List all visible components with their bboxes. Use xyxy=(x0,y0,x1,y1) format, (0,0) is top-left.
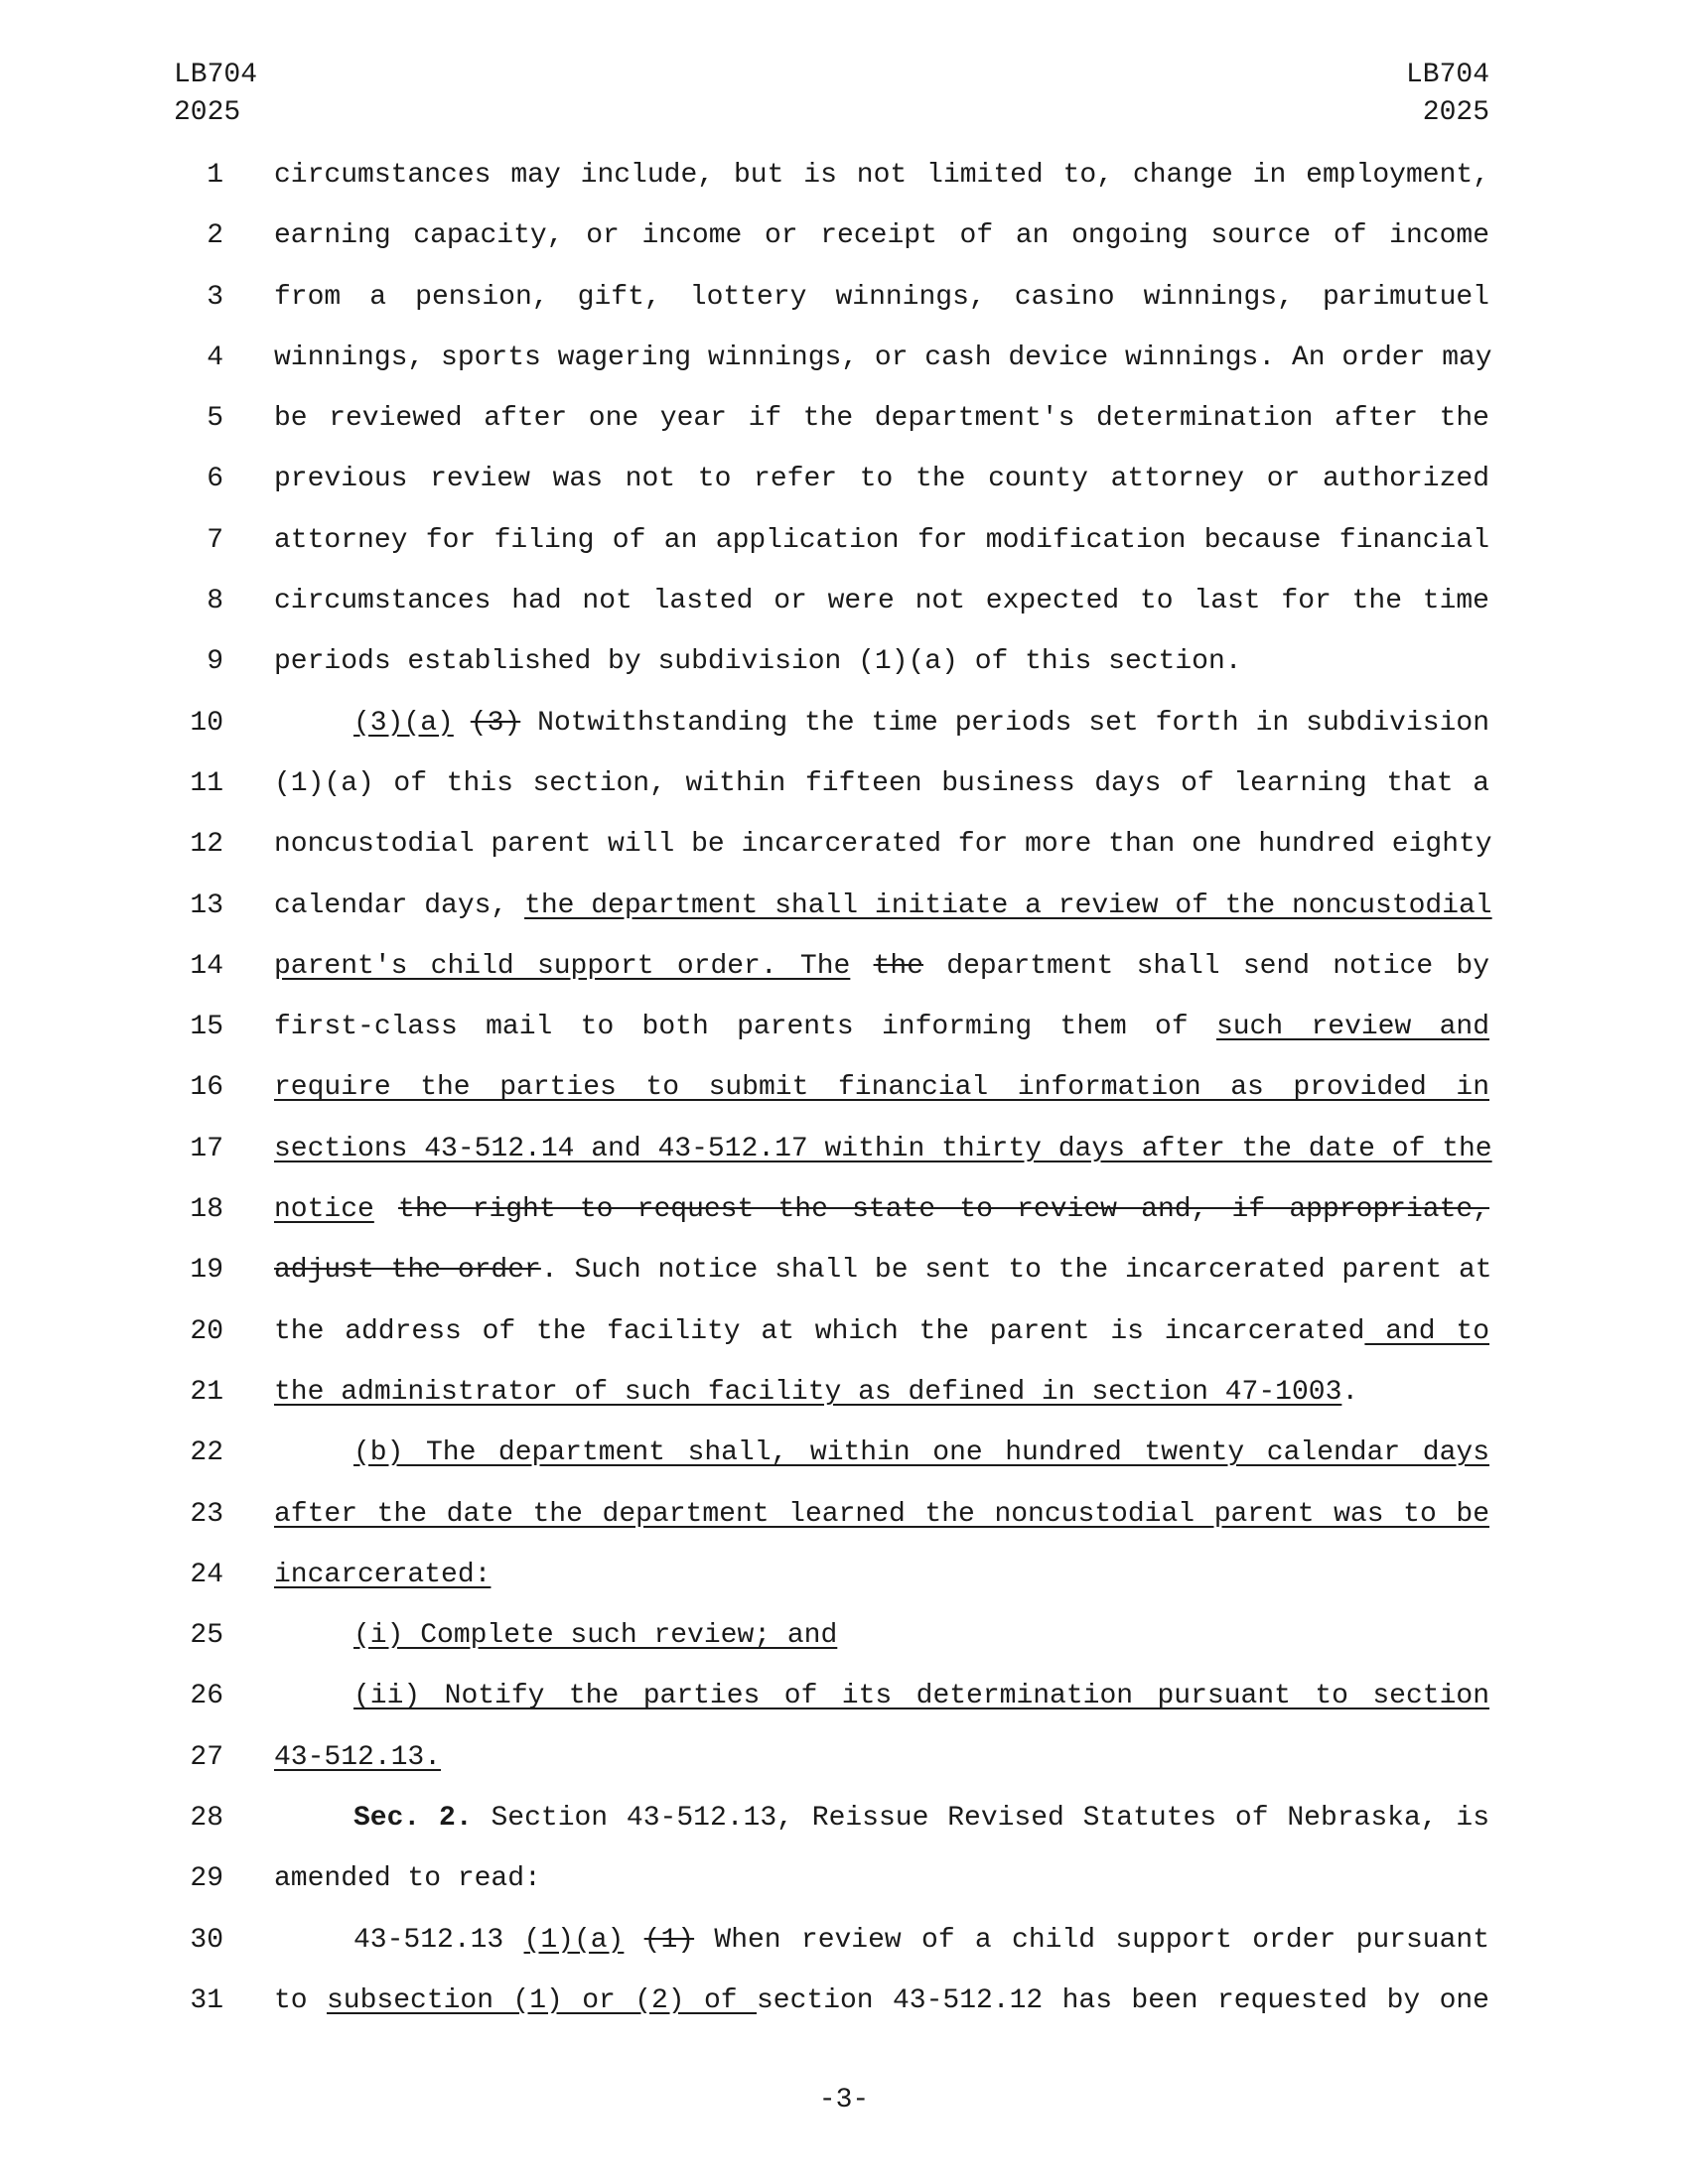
text-segment: amended to read: xyxy=(274,1863,541,1895)
line-text xyxy=(274,883,1492,930)
line-text xyxy=(274,638,1489,686)
line-number: 8 xyxy=(207,586,223,617)
inserted-text: subsection (1) or (2) of xyxy=(327,1984,757,2016)
line-text xyxy=(274,212,1489,260)
line-number: 29 xyxy=(190,1863,223,1895)
inserted-text: (ii) Notify the parties of its determination pursuant to section xyxy=(353,1681,1489,1712)
section-heading: Sec. 2. xyxy=(353,1803,473,1835)
inserted-text: such review and xyxy=(1215,1012,1489,1043)
line-number: 20 xyxy=(190,1315,223,1347)
stricken-text: (1) xyxy=(643,1924,695,1956)
line-text xyxy=(274,1247,1492,1295)
line-text xyxy=(274,152,1489,200)
bill-line xyxy=(0,1855,1688,1916)
line-number: 11 xyxy=(190,767,223,799)
text-segment: When review of a child support order pursuant xyxy=(694,1924,1489,1956)
bill-line xyxy=(0,517,1688,578)
bill-line xyxy=(0,1308,1688,1369)
text-segment: . xyxy=(1341,1376,1359,1408)
line-number: 2 xyxy=(207,220,223,252)
line-text xyxy=(274,1126,1492,1173)
line-text xyxy=(274,1491,1489,1539)
line-number: 3 xyxy=(207,281,223,313)
text-segment xyxy=(850,951,873,982)
text-segment: first-class mail to both parents informing them of xyxy=(274,1012,1216,1043)
line-text xyxy=(274,1673,1489,1720)
line-number: 28 xyxy=(190,1803,223,1835)
line-text xyxy=(274,1308,1489,1356)
line-text xyxy=(274,517,1489,565)
line-number: 7 xyxy=(207,524,223,556)
bill-line xyxy=(0,943,1688,1004)
bill-line xyxy=(0,274,1688,335)
line-number: 14 xyxy=(190,950,223,982)
line-text xyxy=(274,1064,1489,1112)
bill-line xyxy=(0,1491,1688,1552)
line-text xyxy=(274,1369,1489,1417)
inserted-text: 43-512.13. xyxy=(274,1741,442,1773)
bill-line xyxy=(0,1734,1688,1795)
bill-line xyxy=(0,1612,1688,1673)
inserted-text: sections 43-512.14 and 43-512.17 within thirty days after the date of the xyxy=(274,1133,1492,1164)
line-number: 9 xyxy=(207,646,223,678)
text-segment: Section 43-512.13, Reissue Revised Statutes of Nebraska, is xyxy=(472,1803,1490,1835)
bill-line xyxy=(0,1004,1688,1064)
line-text xyxy=(274,1734,1489,1782)
line-text xyxy=(274,1552,1489,1599)
line-number: 25 xyxy=(190,1620,223,1652)
line-number: 26 xyxy=(190,1681,223,1712)
line-number: 19 xyxy=(190,1255,223,1287)
stricken-text: adjust the order xyxy=(274,1255,541,1287)
inserted-text: incarcerated: xyxy=(274,1559,492,1590)
bill-line xyxy=(0,1917,1688,1978)
line-number: 16 xyxy=(190,1072,223,1104)
text-segment: earning capacity, or income or receipt of an ongoing source of income xyxy=(274,220,1489,252)
inserted-text: (3)(a) xyxy=(353,707,454,739)
text-segment: to xyxy=(274,1984,327,2016)
line-text xyxy=(274,760,1489,808)
text-segment: from a pension, gift, lottery winnings, casino winnings, parimutuel xyxy=(274,281,1489,313)
text-segment: 43-512.13 xyxy=(353,1924,524,1956)
bill-line xyxy=(0,578,1688,638)
text-segment: Notwithstanding the time periods set forth in subdivision xyxy=(520,707,1489,739)
line-number: 17 xyxy=(190,1133,223,1164)
line-text xyxy=(274,1430,1489,1477)
header-left-year: 2025 xyxy=(174,97,241,128)
bill-line xyxy=(0,1369,1688,1430)
header-right xyxy=(1406,57,1489,132)
header-right-bill: LB704 xyxy=(1405,60,1489,90)
line-number: 6 xyxy=(207,464,223,495)
bill-line xyxy=(0,1247,1688,1307)
text-segment: (1)(a) of this section, within fifteen business days of learning that a xyxy=(274,767,1489,799)
line-number: 18 xyxy=(190,1194,223,1226)
text-segment xyxy=(624,1925,643,1956)
text-segment: circumstances had not lasted or were not expected to last for the time xyxy=(274,586,1489,617)
line-text xyxy=(274,335,1492,382)
line-number: 23 xyxy=(190,1498,223,1530)
line-number: 27 xyxy=(190,1741,223,1773)
bill-line xyxy=(0,1552,1688,1612)
line-number: 30 xyxy=(190,1924,223,1956)
text-segment: department shall send notice by xyxy=(923,950,1489,982)
text-segment xyxy=(374,1194,398,1225)
line-number: 13 xyxy=(190,889,223,921)
stricken-text: the xyxy=(873,950,924,982)
line-number: 24 xyxy=(190,1559,223,1590)
text-segment: attorney for filing of an application for modification because financial xyxy=(274,524,1489,556)
line-text xyxy=(274,456,1489,503)
line-number: 1 xyxy=(207,160,223,191)
bill-line xyxy=(0,212,1688,273)
line-text xyxy=(274,578,1489,625)
bill-line xyxy=(0,1186,1688,1247)
line-number: 22 xyxy=(190,1437,223,1469)
header-right-year: 2025 xyxy=(1422,97,1489,128)
line-text xyxy=(274,1004,1489,1051)
stricken-text: the right to request the state to review and, if appropriate, xyxy=(398,1194,1489,1226)
text-segment: be reviewed after one year if the department's determination after the xyxy=(274,403,1489,435)
line-text xyxy=(274,1978,1489,2025)
text-segment xyxy=(454,708,471,739)
bill-line xyxy=(0,1064,1688,1125)
bill-line xyxy=(0,821,1688,882)
line-number: 12 xyxy=(190,829,223,861)
bill-line xyxy=(0,760,1688,821)
text-segment: . Such notice shall be sent to the incarcerated parent at xyxy=(540,1255,1492,1287)
line-text xyxy=(274,395,1489,443)
line-text xyxy=(274,1917,1489,1965)
text-segment: winnings, sports wagering winnings, or cash device winnings. An order may xyxy=(274,341,1492,373)
inserted-text: (1)(a) xyxy=(523,1924,625,1956)
inserted-text: the department shall initiate a review of the noncustodial xyxy=(524,889,1492,921)
line-number: 15 xyxy=(190,1012,223,1043)
bill-line xyxy=(0,152,1688,212)
line-text xyxy=(274,1612,1489,1660)
bill-line xyxy=(0,700,1688,760)
text-segment: calendar days, xyxy=(274,889,525,921)
line-text xyxy=(274,943,1489,991)
bill-line xyxy=(0,1126,1688,1186)
line-text xyxy=(274,1855,1489,1903)
inserted-text: and to xyxy=(1364,1315,1489,1347)
line-number: 10 xyxy=(190,707,223,739)
inserted-text: after the date the department learned the noncustodial parent was to be xyxy=(274,1498,1489,1530)
line-text xyxy=(274,700,1489,748)
inserted-text: (i) Complete such review; and xyxy=(353,1620,838,1652)
line-number: 21 xyxy=(190,1376,223,1408)
header-left-bill: LB704 xyxy=(174,60,258,90)
bill-text-body xyxy=(0,152,1688,2038)
line-text xyxy=(274,274,1489,322)
bill-line xyxy=(0,1978,1688,2038)
bill-line xyxy=(0,1673,1688,1733)
stricken-text: (3) xyxy=(470,707,521,739)
inserted-text: parent's child support order. The xyxy=(274,950,851,982)
text-segment: periods established by subdivision (1)(a) of this section. xyxy=(274,646,1242,678)
line-text xyxy=(274,821,1492,869)
bill-line xyxy=(0,1430,1688,1490)
text-segment: section 43-512.12 has been requested by one xyxy=(756,1984,1489,2016)
inserted-text: (b) The department shall, within one hundred twenty calendar days xyxy=(353,1437,1489,1469)
header-left xyxy=(174,57,257,132)
text-segment: previous review was not to refer to the county attorney or authorized xyxy=(274,464,1489,495)
bill-line xyxy=(0,638,1688,699)
bill-line xyxy=(0,335,1688,395)
line-number: 31 xyxy=(190,1984,223,2016)
page-number: -3- xyxy=(818,2085,870,2116)
inserted-text: notice xyxy=(274,1194,374,1226)
bill-line xyxy=(0,456,1688,516)
inserted-text: the administrator of such facility as defined in section 47-1003 xyxy=(274,1376,1342,1408)
text-segment: circumstances may include, but is not limited to, change in employment, xyxy=(274,160,1489,191)
text-segment: noncustodial parent will be incarcerated for more than one hundred eighty xyxy=(274,829,1492,861)
inserted-text: require the parties to submit financial information as provided in xyxy=(274,1072,1489,1104)
line-number: 4 xyxy=(207,341,223,373)
bill-line xyxy=(0,883,1688,943)
text-segment: the address of the facility at which the parent is incarcerated xyxy=(274,1315,1365,1347)
line-text xyxy=(274,1186,1489,1234)
bill-line xyxy=(0,1795,1688,1855)
line-text xyxy=(274,1795,1489,1843)
line-number: 5 xyxy=(207,403,223,435)
bill-line xyxy=(0,395,1688,456)
